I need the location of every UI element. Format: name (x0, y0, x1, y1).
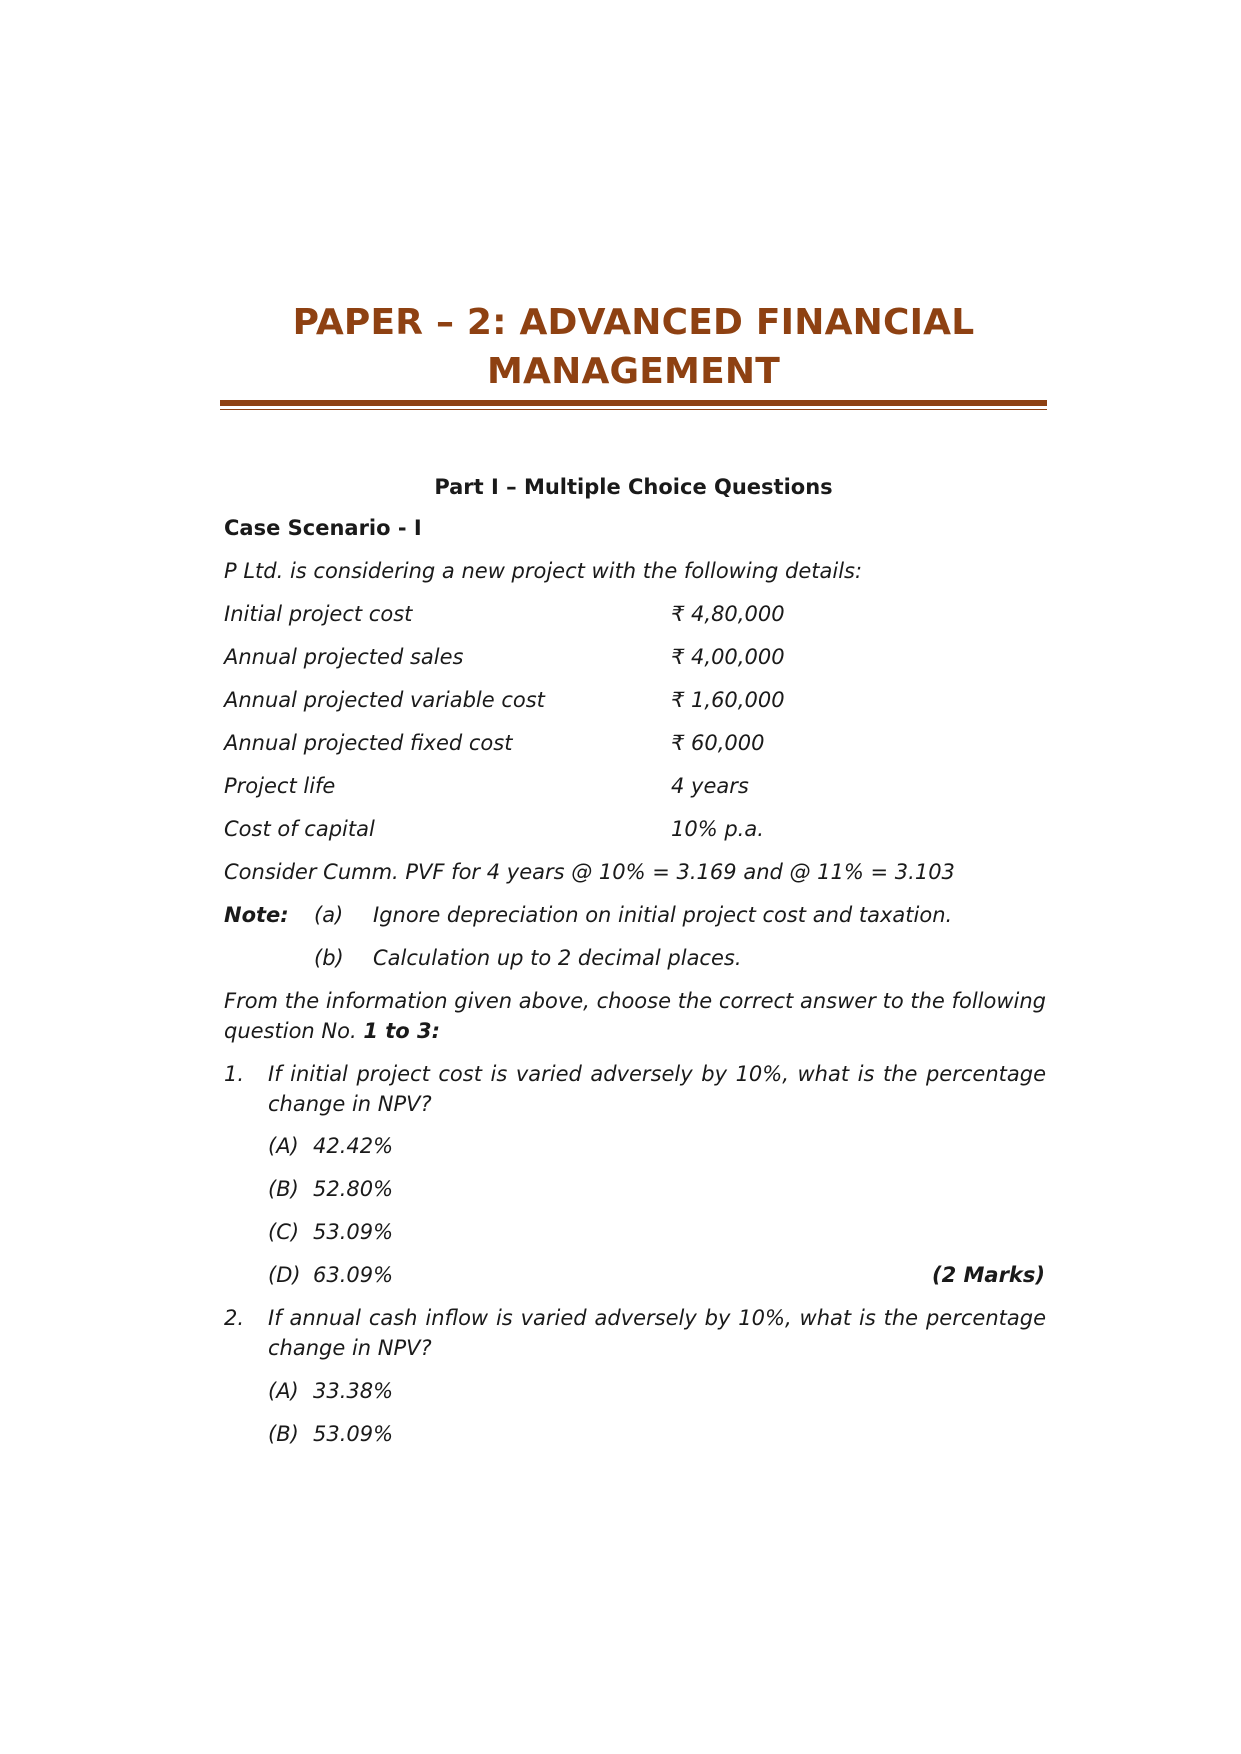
option-letter: (A) (268, 1134, 299, 1158)
detail-value: ₹ 1,60,000 (671, 688, 785, 712)
question-number: 2. (224, 1306, 245, 1330)
page-title-line-2: MANAGEMENT (487, 351, 780, 392)
marks-label: (2 Marks) (931, 1263, 1045, 1287)
title-underline-thin (220, 409, 1047, 410)
option-letter: (A) (268, 1379, 299, 1403)
option-letter: (B) (268, 1422, 299, 1446)
page-title-line-1: PAPER – 2: ADVANCED FINANCIAL (292, 302, 975, 343)
detail-label: Annual projected variable cost (224, 688, 545, 712)
option-text: 53.09% (313, 1220, 394, 1244)
question-text-line-1: If annual cash inflow is varied adversely by 10%, what is the percentage (268, 1306, 1046, 1330)
question-text-line-2: change in NPV? (268, 1336, 432, 1360)
instruction-range: 1 to 3: (363, 1019, 441, 1043)
question-text-line-2: change in NPV? (268, 1092, 432, 1116)
page-title (220, 298, 1047, 396)
pvf-note: Consider Cumm. PVF for 4 years @ 10% = 3.169 and @ 11% = 3.103 (224, 860, 955, 884)
detail-label: Annual projected fixed cost (224, 731, 513, 755)
detail-label: Project life (224, 774, 336, 798)
option-text: 53.09% (313, 1422, 394, 1446)
option-letter: (B) (268, 1177, 299, 1201)
note-marker: (a) (314, 903, 344, 927)
option-letter: (D) (268, 1263, 301, 1287)
detail-value: ₹ 4,00,000 (671, 645, 785, 669)
note-marker: (b) (314, 946, 344, 970)
note-text: Calculation up to 2 decimal places. (373, 946, 742, 970)
detail-value: ₹ 60,000 (671, 731, 765, 755)
detail-value: 4 years (671, 774, 749, 798)
question-text-line-1: If initial project cost is varied adversely by 10%, what is the percentage (268, 1062, 1046, 1086)
option-letter: (C) (268, 1220, 300, 1244)
detail-label: Cost of capital (224, 817, 375, 841)
option-text: 63.09% (313, 1263, 394, 1287)
intro-text: P Ltd. is considering a new project with the following details: (224, 559, 863, 583)
detail-label: Annual projected sales (224, 645, 464, 669)
option-text: 52.80% (313, 1177, 394, 1201)
detail-value: 10% p.a. (671, 817, 764, 841)
case-heading: Case Scenario - I (224, 516, 422, 540)
option-text: 33.38% (313, 1379, 394, 1403)
instruction-line-2 (224, 1016, 440, 1046)
option-text: 42.42% (313, 1134, 394, 1158)
title-underline-thick (220, 400, 1047, 406)
part-heading: Part I – Multiple Choice Questions (434, 475, 833, 499)
note-label: Note: (224, 903, 289, 927)
instruction-prefix: question No. (224, 1019, 357, 1043)
detail-value: ₹ 4,80,000 (671, 602, 785, 626)
detail-label: Initial project cost (224, 602, 413, 626)
instruction-line-1: From the information given above, choose the correct answer to the following (224, 989, 1046, 1013)
question-number: 1. (224, 1062, 245, 1086)
note-text: Ignore depreciation on initial project cost and taxation. (373, 903, 953, 927)
